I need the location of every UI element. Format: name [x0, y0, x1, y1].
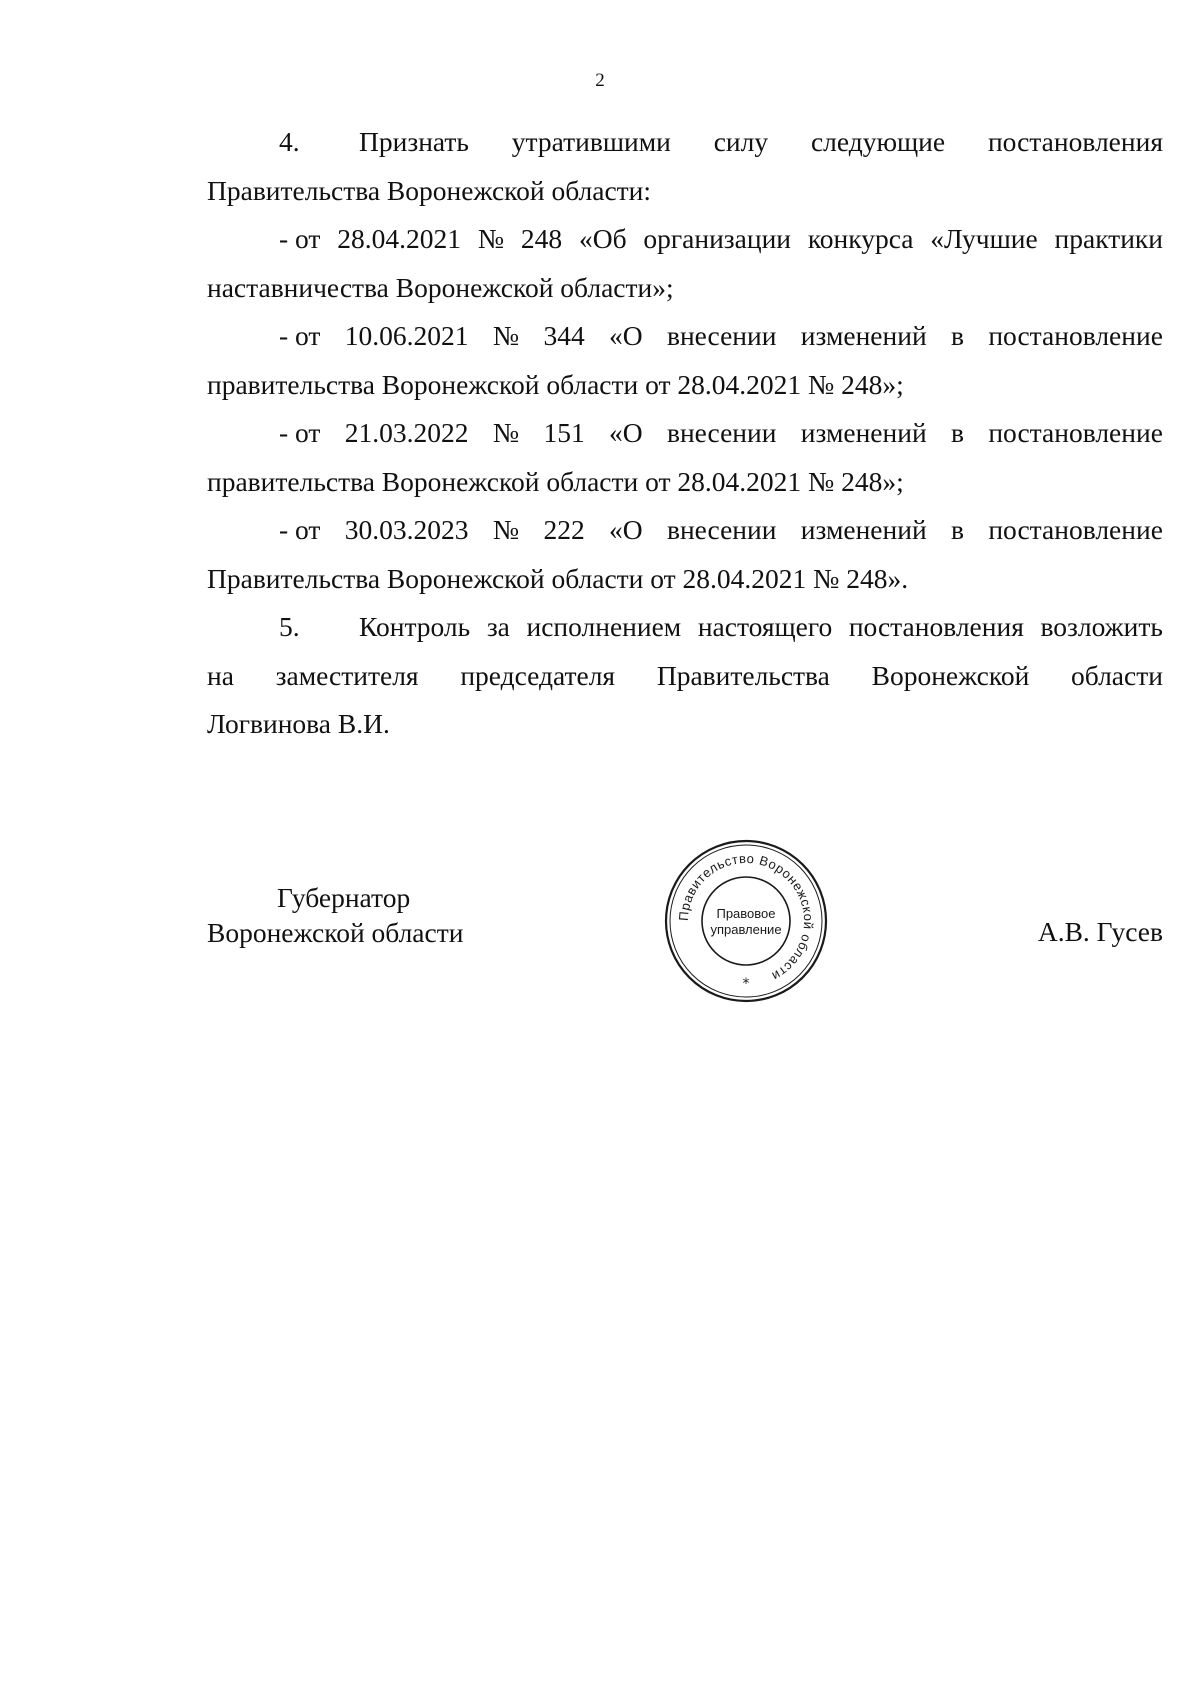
- clause-5-number: 5.: [279, 611, 300, 642]
- signatory-title-line-1: Губернатор: [277, 882, 411, 913]
- stamp-center-line-2: управление: [710, 922, 782, 937]
- clause-4-line-2: Правительства Воронежской области:: [207, 174, 652, 206]
- document-body: [207, 118, 1163, 749]
- clause-4-word: Признать: [359, 126, 469, 157]
- repealed-item-4-line-2: Правительства Воронежской области от 28.04.2021 № 248».: [207, 562, 909, 594]
- repealed-item-1-line-1: - от 28.04.2021 № 248 «Об организации конкурса «Лучшие практики: [279, 223, 1163, 254]
- signatory-name: А.В. Гусев: [1037, 916, 1163, 947]
- clause-5-line-1: 5. Контроль за исполнением настоящего постановления возложить: [207, 603, 1163, 652]
- repealed-item-2-line-2: правительства Воронежской области от 28.04.2021 № 248»;: [207, 368, 904, 400]
- clause-4-line-1: [207, 118, 1163, 167]
- signatory-title-line-2: Воронежской области: [207, 917, 464, 948]
- clause-4-word: утратившими: [511, 126, 671, 157]
- repealed-item-2-line-1: - от 10.06.2021 № 344 «О внесении изменений в постановление: [279, 320, 1163, 351]
- stamp-outer-ring-thin: [670, 845, 822, 997]
- repealed-item-3-line-2: правительства Воронежской области от 28.04.2021 № 248»;: [207, 465, 904, 497]
- clause-4-word: следующие: [810, 126, 946, 157]
- clause-4-number: 4.: [279, 126, 300, 157]
- stamp-center-line-1: Правовое: [716, 906, 776, 921]
- repealed-item-3-line-1: - от 21.03.2022 № 151 «О внесении изменений в постановление: [279, 417, 1163, 448]
- signatory-title: [207, 880, 463, 950]
- stamp-star: *: [742, 976, 750, 992]
- stamp-inner-ring: [702, 877, 790, 965]
- page-number: 2: [595, 70, 605, 91]
- stamp-ring-text: Правительство Воронежской области: [675, 850, 817, 985]
- repealed-item-4-line-1: - от 30.03.2023 № 222 «О внесении изменений в постановление: [279, 514, 1163, 545]
- clause-5-line-3: Логвинова В.И.: [207, 708, 390, 739]
- clause-5-line-2: на заместителя председателя Правительства Воронежской области: [207, 659, 1163, 691]
- official-stamp: [663, 838, 829, 1004]
- clause-4-word: силу: [713, 126, 769, 157]
- repealed-item-1-line-2: наставничества Воронежской области»;: [207, 271, 674, 303]
- clause-4-word: постановления: [987, 126, 1163, 157]
